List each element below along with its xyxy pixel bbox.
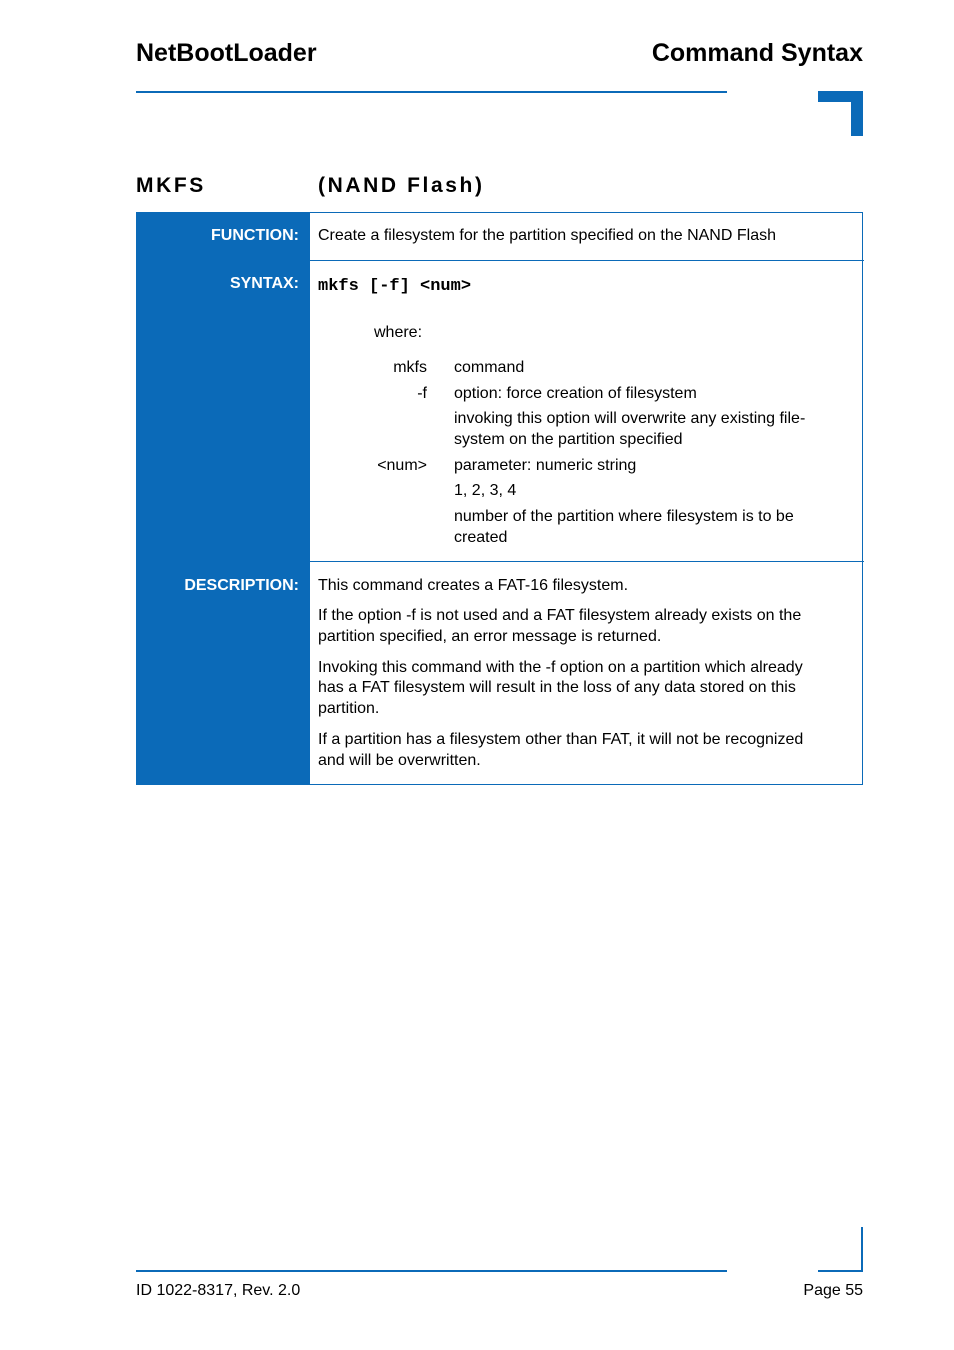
section-command-qualifier: (NAND Flash) xyxy=(318,174,485,197)
header-corner-mark-vertical xyxy=(851,91,863,136)
header-product-title: NetBootLoader xyxy=(136,39,317,67)
description-line: If a partition has a filesystem other than FAT, it will not be recognized xyxy=(318,731,804,748)
param-desc-num-detail-cont: created xyxy=(454,529,508,546)
description-label: DESCRIPTION: xyxy=(184,577,299,594)
syntax-where-label: where: xyxy=(374,324,423,341)
section-command-name: MKFS xyxy=(136,174,206,197)
description-paragraph-1: This command creates a FAT-16 filesystem. xyxy=(318,577,629,594)
param-name-num: <num> xyxy=(377,457,427,474)
footer-corner-mark-vertical xyxy=(861,1227,863,1272)
param-desc-num-values: 1, 2, 3, 4 xyxy=(454,482,517,499)
header-chapter-title: Command Syntax xyxy=(651,39,863,67)
syntax-command-line: mkfs [-f] <num> xyxy=(318,277,472,296)
label-column xyxy=(136,212,310,785)
description-line: partition. xyxy=(318,700,380,717)
footer-corner-mark xyxy=(818,1270,863,1272)
syntax-label: SYNTAX: xyxy=(229,275,299,292)
row-separator xyxy=(310,561,864,562)
param-desc-force: option: force creation of filesystem xyxy=(454,385,697,402)
param-name-mkfs: mkfs xyxy=(393,359,427,376)
command-table xyxy=(136,212,864,785)
function-label: FUNCTION: xyxy=(211,227,299,244)
footer-document-id: ID 1022-8317, Rev. 2.0 xyxy=(136,1282,301,1299)
param-desc-num: parameter: numeric string xyxy=(454,457,637,474)
param-desc-mkfs: command xyxy=(454,359,525,376)
description-line: partition specified, an error message is returned. xyxy=(318,628,662,645)
description-line: has a FAT filesystem will result in the loss of any data stored on this xyxy=(318,679,796,696)
footer-rule xyxy=(136,1270,727,1272)
footer-page-number: Page 55 xyxy=(803,1282,863,1299)
description-line: Invoking this command with the -f option on a partition which already xyxy=(318,659,803,676)
param-name-force: -f xyxy=(417,385,427,402)
param-desc-num-detail: number of the partition where filesystem is to be xyxy=(454,508,794,525)
function-text: Create a filesystem for the partition specified on the NAND Flash xyxy=(318,227,776,244)
param-desc-force-detail-cont: system on the partition specified xyxy=(454,431,683,448)
param-desc-force-detail: invoking this option will overwrite any existing file- xyxy=(454,410,806,427)
description-line: and will be overwritten. xyxy=(318,752,481,769)
description-line: If the option -f is not used and a FAT filesystem already exists on the xyxy=(318,607,802,624)
header-rule xyxy=(136,91,727,93)
row-separator xyxy=(310,260,864,261)
